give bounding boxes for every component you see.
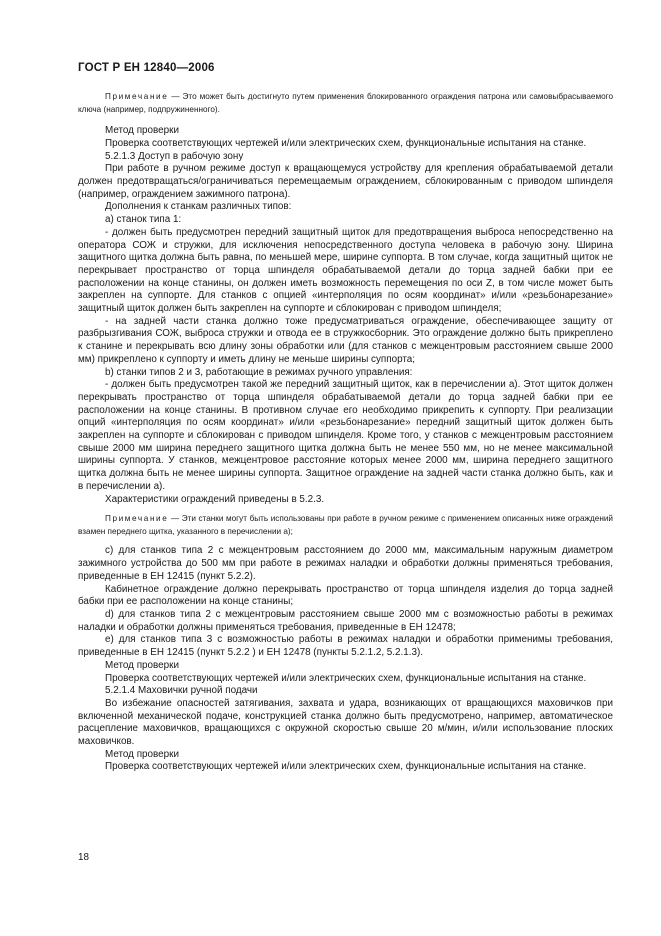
section-heading: 5.2.1.4 Маховички ручной подачи	[105, 685, 258, 697]
paragraph: Метод проверки	[105, 748, 179, 760]
paragraph: Проверка соответствующих чертежей и/или электрических схем, функциональные испытания на станке.	[105, 137, 587, 149]
list-item: - на задней части станка должно тоже предусматриваться ограждение, обеспечивающее защиту от разбрызгивания СОЖ, выброса стружки и отвода ее в стружкосборник. Это ограждение должно быть прикреплено к станине и перекрывать всю длину зоны обработки или (для станков с межцентровым расстоянием свыше 2000 мм) прикреплено к суппорту и иметь длину не меньше ширины суппорта;	[78, 315, 613, 365]
list-item: - должен быть предусмотрен передний защитный щиток для предотвращения выброса непосредственно на оператора СОЖ и стружки, для исключения непосредственного доступа человека в рабочую зону. Ширина защитного щитка должна быть равна, по меньшей мере, ширине суппорта. В том случае, когда защитный щиток не перекрывает пространство от торца шпинделя обрабатываемой детали до торца задней бабки при ее расположении на конце станины, он должен иметь возможность перемещения по оси Z, в том числе может быть закреплен на суппорте. Для станков с опцией «интерполяция по осям координат» и/или «резьбонарезание» защитный щиток должен быть закреплен на суппорте и сблокирован с приводом шпинделя;	[78, 226, 613, 315]
paragraph: Кабинетное ограждение должно перекрывать пространство от торца шпинделя изделия до торца задней бабки при ее расположении на конце станины;	[78, 583, 613, 608]
list-item: - должен быть предусмотрен такой же передний защитный щиток, как в перечислении а). Этот щиток должен перекрывать пространство от торца шпинделя обрабатываемой детали до торца задней бабки при ее расположении на конце станины. В противном случае его необходимо прикрепить к суппорту. При реализации опций «интерполяция по осям координат» и/или «резьбонарезание» передний защитный щиток должен быть закреплен на суппорте и сблокирован с приводом шпинделя. Кроме того, у станков с межцентровым расстоянием свыше 2000 мм ширина переднего защитного щитка должна быть не менее 550 мм, но не менее максимальной ширины суппорта. У станков, межцентровое расстояние которых менее 2000 мм, ширина переднего защитного щитка должна быть не менее ширины суппорта. Защитное ограждение на задней части станка должно быть, как и в перечислении а).	[78, 379, 613, 492]
note-1-text: — Это может быть достигнуто путем применения блокированного ограждения патрона или самовыбрасываемого ключа (например, подпружиненного).	[78, 92, 614, 114]
paragraph: Дополнения к станкам различных типов:	[105, 201, 292, 213]
list-item: b) станки типов 2 и 3, работающие в режимах ручного управления:	[105, 366, 413, 378]
page-number: 18	[78, 852, 89, 863]
paragraph: Характеристики ограждений приведены в 5.2.3.	[105, 493, 325, 505]
note-2-text: — Эти станки могут быть использованы при работе в ручном режиме с применением описанных ниже ограждений взамен переднего щитка, указанного в перечислении а);	[78, 514, 613, 536]
paragraph: Проверка соответствующих чертежей и/или электрических схем, функциональные испытания на станке.	[105, 761, 587, 773]
note-1	[78, 91, 613, 116]
list-item: е) для станков типа 3 с возможностью работы в режимах наладки и обработки применимы требования, приведенные в ЕН 12415 (пункт 5.2.2 ) и ЕН 12478 (пункты 5.2.1.2, 5.2.1.3).	[78, 634, 613, 659]
document-header: ГОСТ Р ЕН 12840—2006	[78, 62, 215, 74]
paragraph: Проверка соответствующих чертежей и/или электрических схем, функциональные испытания на станке.	[105, 672, 587, 684]
list-item: а) станок типа 1:	[105, 214, 182, 226]
note-1-lead: Примечание	[105, 92, 169, 101]
section-heading: 5.2.1.3 Доступ в рабочую зону	[105, 150, 244, 162]
paragraph: При работе в ручном режиме доступ к вращающемуся устройству для крепления обрабатываемой детали должен предотвращаться/ограничиваться перемещаемым ограждением, сблокированным с приводом шпинделя (например, ограждением зажимного патрона).	[78, 163, 613, 200]
note-2-lead: Примечание	[105, 514, 169, 524]
paragraph: Метод проверки	[105, 659, 179, 671]
paragraph: Метод проверки	[105, 125, 179, 137]
list-item: с) для станков типа 2 с межцентровым расстоянием до 2000 мм, максимальным наружным диаметром зажимного устройства до 500 мм при работе в режимах наладки и обработки должны применяться требования, приведенные в ЕН 12415 (пункт 5.2.2).	[78, 545, 613, 582]
list-item: d) для станков типа 2 с межцентровым расстоянием свыше 2000 мм с возможностью работы в режимах наладки и обработки должны применяться требования, приведенные в ЕН 12478;	[78, 608, 613, 633]
paragraph: Во избежание опасностей затягивания, захвата и удара, возникающих от вращающихся маховичков при включенной механической подаче, конструкцией станка должно быть предусмотрено, например, автоматическое расцепление маховичков, вращающихся с окружной скоростью свыше 20 м/мин, и/или использование плоских маховичков.	[78, 697, 613, 748]
note-2	[78, 513, 613, 538]
